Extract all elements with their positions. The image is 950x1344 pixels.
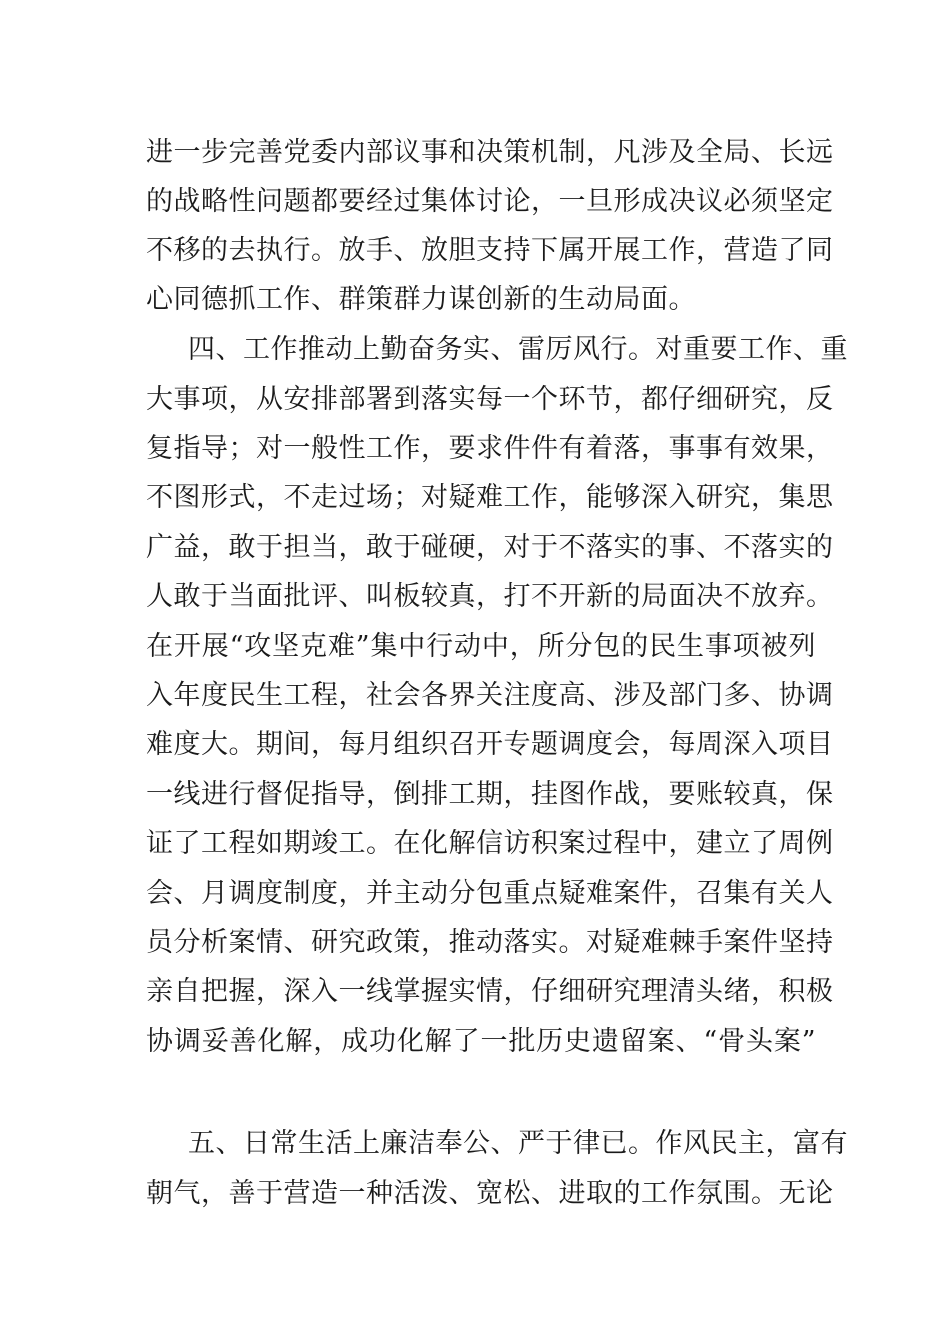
section-heading-line: 五、日常生活上廉洁奉公、严于律已。作风民主，富有 <box>188 1128 848 1159</box>
paragraph-line: 大事项，从安排部署到落实每一个环节，都仔细研究，反 <box>146 384 834 415</box>
section-heading-line: 四、工作推动上勤奋务实、雷厉风行。对重要工作、重 <box>188 334 848 365</box>
paragraph-line: 广益，敢于担当，敢于碰硬，对于不落实的事、不落实的 <box>146 532 834 563</box>
paragraph-line: 人敢于当面批评、叫板较真，打不开新的局面决不放弃。 <box>146 581 834 612</box>
paragraph-line: 会、月调度制度，并主动分包重点疑难案件，召集有关人 <box>146 878 834 909</box>
paragraph-line: 一线进行督促指导，倒排工期，挂图作战，要账较真，保 <box>146 779 834 810</box>
paragraph-line: 不移的去执行。放手、放胆支持下属开展工作，营造了同 <box>146 235 834 266</box>
paragraph-line: 协调妥善化解，成功化解了一批历史遗留案、“骨头案” <box>146 1026 816 1057</box>
paragraph-line: 复指导；对一般性工作，要求件件有着落，事事有效果， <box>146 433 834 464</box>
paragraph-line: 难度大。期间，每月组织召开专题调度会，每周深入项目 <box>146 729 834 760</box>
paragraph-line: 朝气，善于营造一种活泼、宽松、进取的工作氛围。无论 <box>146 1178 834 1209</box>
paragraph-line: 入年度民生工程，社会各界关注度高、涉及部门多、协调 <box>146 680 834 711</box>
paragraph-line: 证了工程如期竣工。在化解信访积案过程中，建立了周例 <box>146 828 834 859</box>
paragraph-line: 进一步完善党委内部议事和决策机制，凡涉及全局、长远 <box>146 137 834 168</box>
paragraph-line: 心同德抓工作、群策群力谋创新的生动局面。 <box>146 284 696 315</box>
paragraph-line: 的战略性问题都要经过集体讨论，一旦形成决议必须坚定 <box>146 186 834 217</box>
paragraph-line: 在开展“攻坚克难”集中行动中，所分包的民生事项被列 <box>146 631 816 662</box>
paragraph-line: 亲自把握，深入一线掌握实情，仔细研究理清头绪，积极 <box>146 976 834 1007</box>
paragraph-line: 员分析案情、研究政策，推动落实。对疑难棘手案件坚持 <box>146 927 834 958</box>
paragraph-line: 不图形式，不走过场；对疑难工作，能够深入研究，集思 <box>146 482 834 513</box>
